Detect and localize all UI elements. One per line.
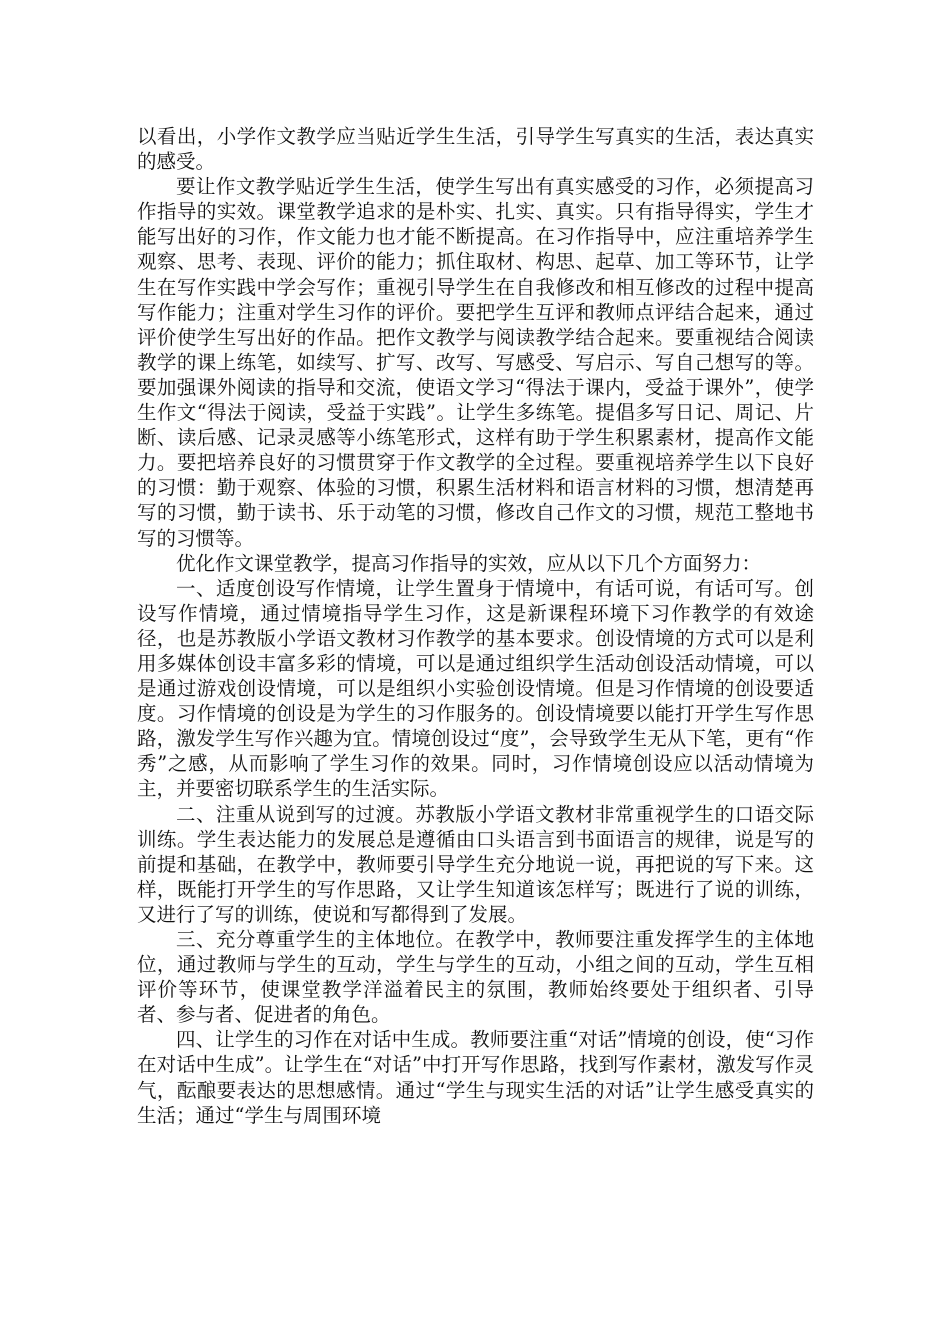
paragraph-optimization-intro: 优化作文课堂教学，提高习作指导的实效，应从以下几个方面努力：: [176, 551, 762, 575]
paragraph-point-three: 三、充分尊重学生的主体地位。在教学中，教师要注重发挥学生的主体地位，通过教师与学生的互动，学生与学生的互动，小组之间的互动，学生互相评价等环节，使课堂教学洋溢着民主的氛围，教师始终要处于组织者、引导者、参与者、促进者的角色。: [137, 928, 814, 1027]
paragraph-point-one: 一、适度创设写作情境，让学生置身于情境中，有话可说，有话可写。创设写作情境，通过情境指导学生习作，这是新课程环境下习作教学的有效途径，也是苏教版小学语文教材习作教学的基本要求。创设情境的方式可以是利用多媒体创设丰富多彩的情境，可以是通过组织学生活动创设活动情境，可以是通过游戏创设情境，可以是组织小实验创设情境。但是习作情境的创设要适度。习作情境的创设是为学生的习作服务的。创设情境要以能打开学生写作思路，激发学生写作兴趣为宜。情境创设过“度”，会导致学生无从下笔，更有“作秀”之感，从而影响了学生习作的效果。同时，习作情境创设应以活动情境为主，并要密切联系学生的生活实际。: [137, 576, 814, 801]
paragraph-point-two: 二、注重从说到写的过渡。苏教版小学语文教材非常重视学生的口语交际训练。学生表达能力的发展总是遵循由口头语言到书面语言的规律，说是写的前提和基础，在教学中，教师要引导学生充分地说一说，再把说的写下来。这样，既能打开学生的写作思路，又让学生知道该怎样写；既进行了说的训练，又进行了写的训练，使说和写都得到了发展。: [137, 802, 814, 926]
paragraph-intro-continuation: 以看出，小学作文教学应当贴近学生生活，引导学生写真实的生活，表达真实的感受。: [137, 125, 814, 174]
paragraph-point-four: 四、让学生的习作在对话中生成。教师要注重“对话”情境的创设，使“习作在对话中生成”。让学生在“对话”中打开写作思路，找到写作素材，激发写作灵气，酝酿要表达的思想感情。通过“学生与现实生活的对话”让学生感受真实的生活；通过“学生与周围环境: [137, 1028, 814, 1127]
paragraph-teaching-close-to-life: 要让作文教学贴近学生生活，使学生写出有真实感受的习作，必须提高习作指导的实效。课堂教学追求的是朴实、扎实、真实。只有指导得实，学生才能写出好的习作，作文能力也才能不断提高。在习作指导中，应注重培养学生观察、思考、表现、评价的能力；抓住取材、构思、起草、加工等环节，让学生在写作实践中学会写作；重视引导学生在自我修改和相互修改的过程中提高写作能力；注重对学生习作的评价。要把学生互评和教师点评结合起来，通过评价使学生写出好的作品。把作文教学与阅读教学结合起来。要重视结合阅读教学的课上练笔，如续写、扩写、改写、写感受、写启示、写自己想写的等。要加强课外阅读的指导和交流，使语文学习“得法于课内，受益于课外”，使学生作文“得法于阅读，受益于实践”。让学生多练笔。提倡多写日记、周记、片断、读后感、记录灵感等小练笔形式，这样有助于学生积累素材，提高作文能力。要把培养良好的习惯贯穿于作文教学的全过程。要重视培养学生以下良好的习惯：勤于观察、体验的习惯，积累生活材料和语言材料的习惯，想清楚再写的习惯，勤于读书、乐于动笔的习惯，修改自己作文的习惯，规范工整地书写的习惯等。: [137, 175, 814, 550]
document-page: [137, 124, 814, 1128]
